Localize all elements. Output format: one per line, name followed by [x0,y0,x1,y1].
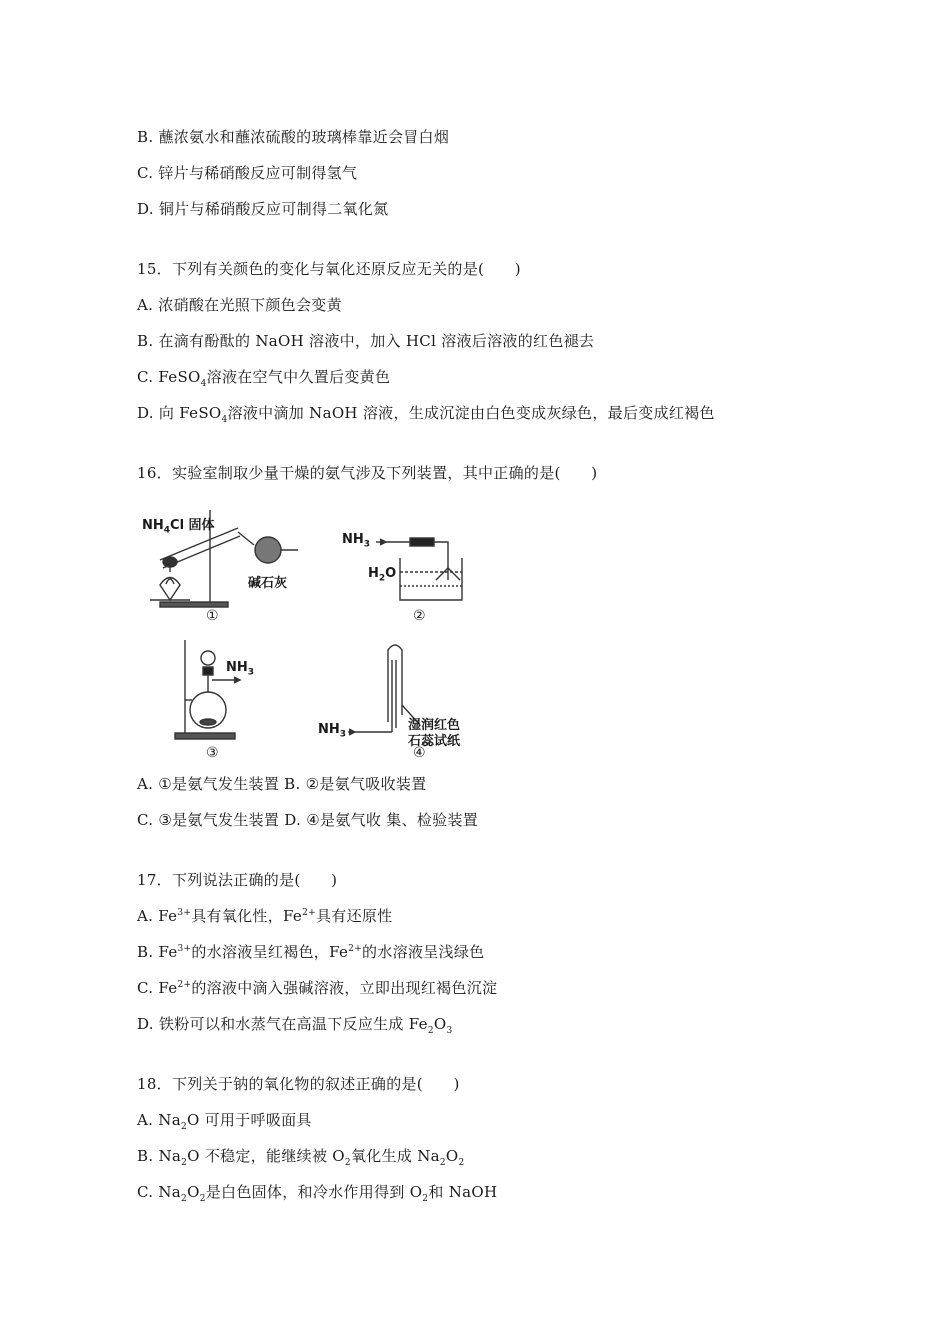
label-soda-lime: 碱石灰 [248,576,288,591]
apparatus-3 [175,640,240,739]
label-apparatus-1: ① [206,608,219,624]
label-nh3-3: $NH_3$ [226,660,255,678]
q14-option-c: C. 锌片与稀硝酸反应可制得氢气 [137,164,358,182]
q15-option-b: B. 在滴有酚酞的 NaOH 溶液中，加入 HCl 溶液后溶液的红色褪去 [137,332,595,350]
q15-stem: 15．下列有关颜色的变化与氧化还原反应无关的是( ) [137,260,521,278]
q14-option-b: B. 蘸浓氨水和蘸浓硫酸的玻璃棒靠近会冒白烟 [137,128,450,146]
q18-stem: 18．下列关于钠的氧化物的叙述正确的是( ) [137,1075,460,1093]
label-nh4cl-solid: $NH_4Cl$ 固体 [142,518,215,536]
q17-option-b: B. $Fe^{3+}$的水溶液呈红褐色，$Fe^{2+}$的水溶液呈浅绿色 [137,943,485,961]
q17-option-d: D. 铁粉可以和水蒸气在高温下反应生成 $Fe_2O_3$ [137,1015,453,1036]
q17-stem: 17．下列说法正确的是( ) [137,871,338,889]
label-apparatus-2: ② [413,608,426,624]
label-water: $H_2O$ [368,566,397,584]
q14-option-d: D. 铜片与稀硝酸反应可制得二氧化氮 [137,200,389,218]
q16-options-ab: A. ①是氨气发生装置 B. ②是氨气吸收装置 [137,775,427,793]
q18-option-a: A. $Na_2O$ 可用于呼吸面具 [137,1111,312,1132]
q15-option-a: A. 浓硝酸在光照下颜色会变黄 [137,296,342,314]
q15-option-d: D. 向 FeSO$_4$溶液中滴加 NaOH 溶液，生成沉淀由白色变成灰绿色，最后变成红褐色 [137,404,715,425]
label-apparatus-4: ④ [413,745,426,761]
q15-option-c: C. FeSO$_4$溶液在空气中久置后变黄色 [137,368,391,389]
apparatus-figure [130,500,470,770]
label-moist-red: 湿润红色 [408,718,461,733]
q16-options-cd: C. ③是氨气发生装置 D. ④是氨气收 集、检验装置 [137,811,479,829]
q17-option-c: C. $Fe^{2+}$的溶液中滴入强碱溶液，立即出现红褐色沉淀 [137,979,498,997]
q18-option-b: B. $Na_2O$ 不稳定，能继续被 $O_2$氧化生成 $Na_2O_2$ [137,1147,465,1168]
label-apparatus-3: ③ [206,745,219,761]
label-litmus-paper: 石蕊试纸 [408,734,461,749]
label-nh3-4: $NH_3$ [318,722,347,740]
label-nh3-2: $NH_3$ [342,532,371,550]
q18-option-c: C. $Na_2O_2$是白色固体，和冷水作用得到 $O_2$和 NaOH [137,1183,498,1204]
q16-stem: 16．实验室制取少量干燥的氨气涉及下列装置，其中正确的是( ) [137,464,598,482]
q17-option-a: A. $Fe^{3+}$具有氧化性，$Fe^{2+}$具有还原性 [137,907,393,925]
